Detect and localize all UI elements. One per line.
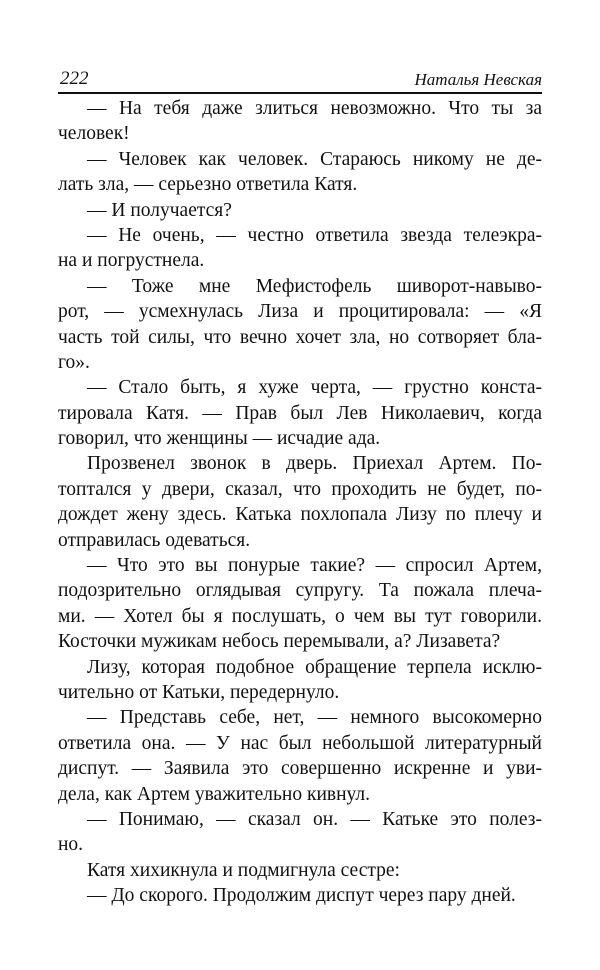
text-line: — Не очень, — честно ответила звезда телеэкра- xyxy=(87,224,542,246)
text-line: дела, как Артем уважительно кивнул. xyxy=(58,783,371,805)
text-line: — Стало быть, я хуже черта, — грустно конста- xyxy=(87,377,542,399)
paragraph xyxy=(58,807,542,858)
text-line: — И получается? xyxy=(87,199,232,221)
text-line: подозрительно оглядывая супругу. Та пожала плеча- xyxy=(58,580,542,602)
text-line: Лизу, которая подобное обращение терпела исклю- xyxy=(87,656,542,678)
paragraph xyxy=(58,375,542,451)
text-line: го». xyxy=(58,351,90,373)
text-line: говорил, что женщины — исчадие ада. xyxy=(58,428,381,450)
text-line: — На тебя даже злиться невозможно. Что ты за xyxy=(87,98,542,119)
paragraph xyxy=(58,858,542,883)
paragraph xyxy=(58,553,542,655)
page-body-text xyxy=(58,96,542,909)
text-line: топтался у двери, сказал, что проходить не будет, по- xyxy=(58,478,542,500)
text-line: рот, — усмехнулась Лиза и процитировала: — «Я xyxy=(58,301,542,323)
paragraph xyxy=(58,705,542,807)
text-line: диспут. — Заявила это совершенно искренне и уви- xyxy=(58,758,542,780)
text-line: — Что это вы понурые такие? — спросил Артем, xyxy=(87,555,542,577)
paragraph xyxy=(58,223,542,274)
text-line: лать зла, — серьезно ответила Катя. xyxy=(58,174,358,196)
text-line: отправилась одеваться. xyxy=(58,529,251,551)
running-header xyxy=(58,62,542,94)
text-line: Косточки мужикам небось перемывали, а? Лизавета? xyxy=(58,631,501,653)
page-number: 222 xyxy=(60,68,89,89)
paragraph xyxy=(58,274,542,376)
paragraph xyxy=(58,96,542,147)
text-line: — Человек как человек. Стараюсь никому не де- xyxy=(87,148,542,170)
text-line: тировала Катя. — Прав был Лев Николаевич, когда xyxy=(58,402,542,424)
paragraph xyxy=(58,883,542,908)
text-line: — Тоже мне Мефистофель шиворот-навыво- xyxy=(87,275,542,297)
text-line: но. xyxy=(58,834,84,856)
text-line: Прозвенел звонок в дверь. Приехал Артем. По- xyxy=(87,453,542,475)
paragraph xyxy=(58,147,542,198)
text-line: чительно от Катьки, передернуло. xyxy=(58,681,340,703)
text-line: дождет жену здесь. Катька похлопала Лизу по плечу и xyxy=(58,504,542,526)
paragraph xyxy=(58,198,542,223)
text-line: — Понимаю, — сказал он. — Катьке это полез- xyxy=(87,808,542,830)
text-line: ми. — Хотел бы я послушать, о чем вы тут говорили. xyxy=(58,605,542,627)
paragraph xyxy=(58,451,542,553)
text-line: — До скорого. Продолжим диспут через пару дней. xyxy=(87,885,516,907)
paragraph xyxy=(58,655,542,706)
running-header-author: Наталья Невская xyxy=(414,70,542,89)
text-line: на и погрустнела. xyxy=(58,250,205,272)
text-line: часть той силы, что вечно хочет зла, но сотворяет бла- xyxy=(58,326,542,348)
text-line: — Представь себе, нет, — немного высокомерно xyxy=(87,707,542,729)
text-line: ответила она. — У нас был небольшой литературный xyxy=(58,732,542,754)
text-line: Катя хихикнула и подмигнула сестре: xyxy=(87,859,400,881)
text-line: человек! xyxy=(58,123,130,145)
